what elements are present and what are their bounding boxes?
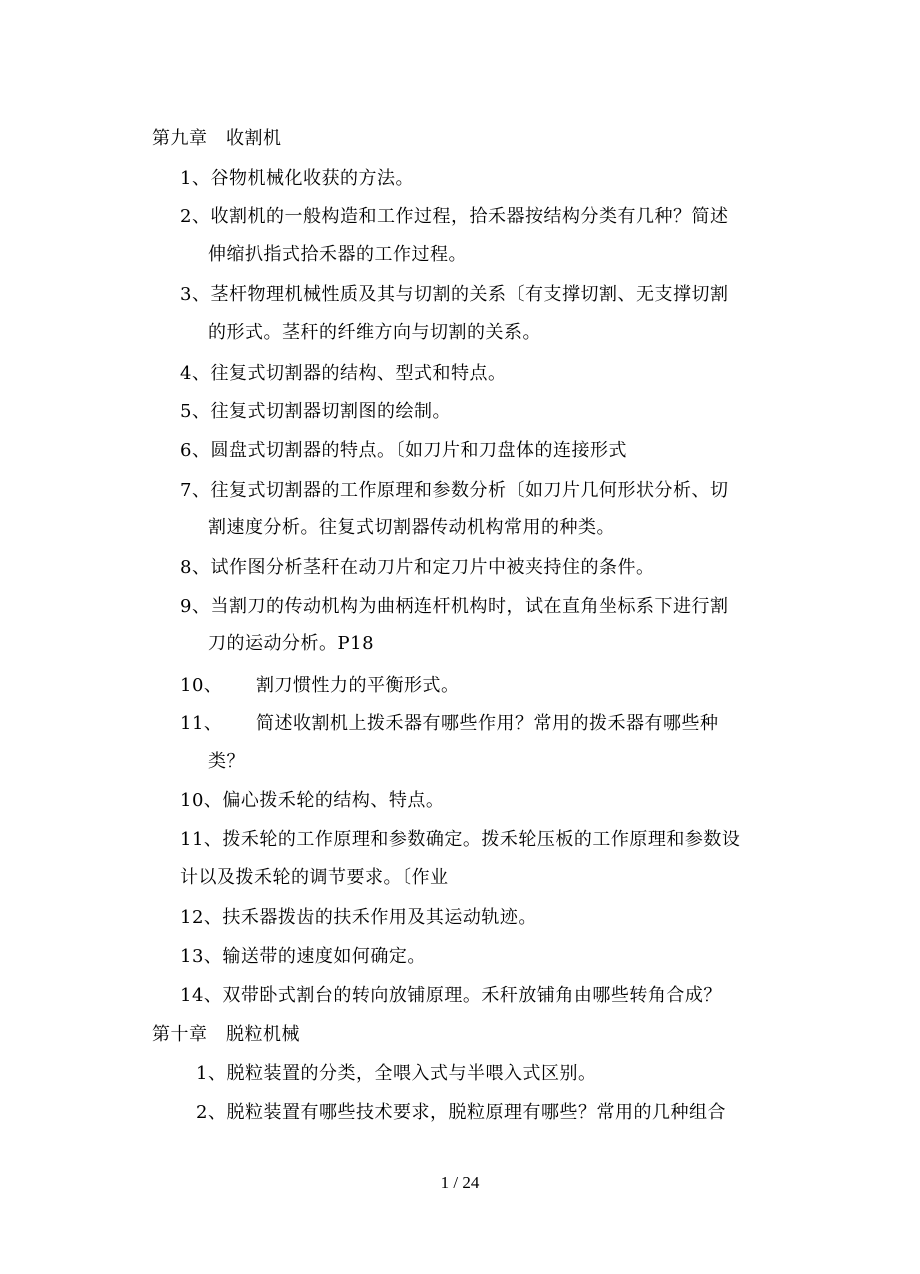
list-item-continuation: 割速度分析。往复式切割器传动机构常用的种类。 bbox=[208, 517, 615, 538]
list-item: 1、脱粒装置的分类，全喂入式与半喂入式区别。 bbox=[196, 1063, 597, 1084]
list-item-number: 10、 bbox=[180, 675, 223, 696]
list-item-number: 11、 bbox=[180, 713, 223, 734]
list-item: 3、茎杆物理机械性质及其与切割的关系〔有支撑切割、无支撑切割 bbox=[180, 284, 729, 305]
list-item: 2、收割机的一般构造和工作过程，拾禾器按结构分类有几种？简述 bbox=[180, 206, 729, 227]
list-item: 7、往复式切割器的工作原理和参数分析〔如刀片几何形状分析、切 bbox=[180, 480, 729, 501]
list-item: 13、输送带的速度如何确定。 bbox=[180, 946, 426, 967]
list-item: 6、圆盘式切割器的特点。〔如刀片和刀盘体的连接形式 bbox=[180, 440, 627, 461]
list-item-continuation: 伸缩扒指式拾禾器的工作过程。 bbox=[208, 244, 467, 265]
list-item: 12、扶禾器拨齿的扶禾作用及其运动轨迹。 bbox=[180, 907, 537, 928]
list-item-continuation: 刀的运动分析。P18 bbox=[208, 633, 375, 654]
list-item: 简述收割机上拨禾器有哪些作用？常用的拨禾器有哪些种 bbox=[256, 713, 719, 734]
list-item: 2、脱粒装置有哪些技术要求，脱粒原理有哪些？常用的几种组合 bbox=[196, 1102, 726, 1123]
chapter-9-heading: 第九章 收割机 bbox=[152, 128, 282, 149]
list-item: 11、拨禾轮的工作原理和参数确定。拨禾轮压板的工作原理和参数设 bbox=[180, 829, 741, 850]
list-item: 4、往复式切割器的结构、型式和特点。 bbox=[180, 363, 507, 384]
list-item-continuation: 类？ bbox=[208, 751, 245, 772]
list-item: 割刀惯性力的平衡形式。 bbox=[256, 675, 460, 696]
list-item: 1、谷物机械化收获的方法。 bbox=[180, 168, 414, 189]
list-item-continuation: 的形式。茎秆的纤维方向与切割的关系。 bbox=[208, 322, 541, 343]
list-item: 5、往复式切割器切割图的绘制。 bbox=[180, 401, 451, 422]
chapter-10-heading: 第十章 脱粒机械 bbox=[152, 1024, 300, 1045]
list-item: 9、当割刀的传动机构为曲柄连杆机构时，试在直角坐标系下进行割 bbox=[180, 596, 729, 617]
list-item-continuation: 计以及拨禾轮的调节要求。〔作业 bbox=[180, 867, 449, 888]
list-item: 14、双带卧式割台的转向放铺原理。禾秆放铺角由哪些转角合成？ bbox=[180, 985, 722, 1006]
list-item: 8、试作图分析茎秆在动刀片和定刀片中被夹持住的条件。 bbox=[180, 557, 655, 578]
page-number: 1 / 24 bbox=[440, 1173, 480, 1192]
list-item: 10、偏心拨禾轮的结构、特点。 bbox=[180, 790, 445, 811]
